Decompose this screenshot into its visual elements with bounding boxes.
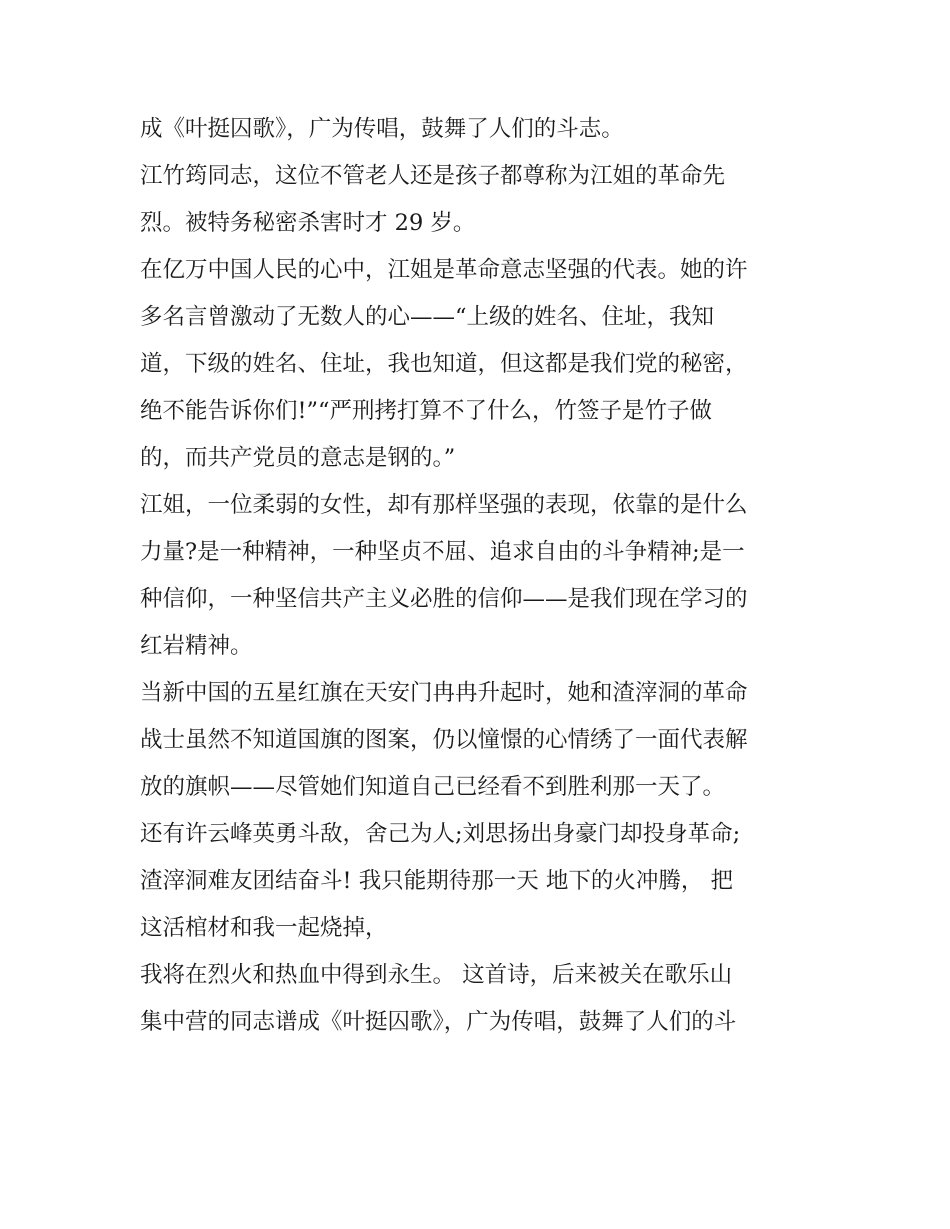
text-line: 还有许云峰英勇斗敌，舍己为人;刘思扬出身豪门却投身革命;	[140, 821, 741, 847]
text-line: 集中营的同志谱成《叶挺囚歌》，广为传唱，鼓舞了人们的斗	[140, 1009, 737, 1035]
document-body	[140, 106, 820, 1046]
text-line: 渣滓洞难友团结奋斗! 我只能期待那一天 地下的火冲腾， 把	[140, 868, 733, 894]
text-line: 放的旗帜——尽管她们知道自己已经看不到胜利那一天了。	[140, 774, 726, 800]
text-line: 红岩精神。	[140, 633, 253, 659]
text-line: 在亿万中国人民的心中，江姐是革命意志坚强的代表。她的许	[140, 257, 748, 283]
text-line: 道，下级的姓名、住址，我也知道，但这都是我们党的秘密，	[140, 351, 748, 377]
text-line: 绝不能告诉你们!”“严刑拷打算不了什么，竹签子是竹子做	[140, 398, 713, 424]
text-line: 我将在烈火和热血中得到永生。 这首诗，后来被关在歌乐山	[140, 962, 733, 988]
text-line: 力量?是一种精神，一种坚贞不屈、追求自由的斗争精神;是一	[140, 539, 745, 565]
text-line: 江姐，一位柔弱的女性，却有那样坚强的表现，依靠的是什么	[140, 492, 748, 518]
text-line: 种信仰，一种坚信共产主义必胜的信仰——是我们现在学习的	[140, 586, 748, 612]
text-line: 这活棺材和我一起烧掉，	[140, 915, 388, 941]
text-line: 当新中国的五星红旗在天安门冉冉升起时，她和渣滓洞的革命	[140, 680, 748, 706]
text-line: 江竹筠同志，这位不管老人还是孩子都尊称为江姐的革命先	[140, 163, 726, 189]
text-line: 成《叶挺囚歌》，广为传唱，鼓舞了人们的斗志。	[140, 116, 624, 142]
text-line: 战士虽然不知道国旗的图案，仍以憧憬的心情绣了一面代表解	[140, 727, 748, 753]
text-line: 烈。被特务秘密杀害时才 29 岁。	[140, 210, 476, 236]
text-line: 多名言曾激动了无数人的心——“上级的姓名、住址，我知	[140, 304, 715, 330]
text-line: 的，而共产党员的意志是钢的。”	[140, 445, 456, 471]
